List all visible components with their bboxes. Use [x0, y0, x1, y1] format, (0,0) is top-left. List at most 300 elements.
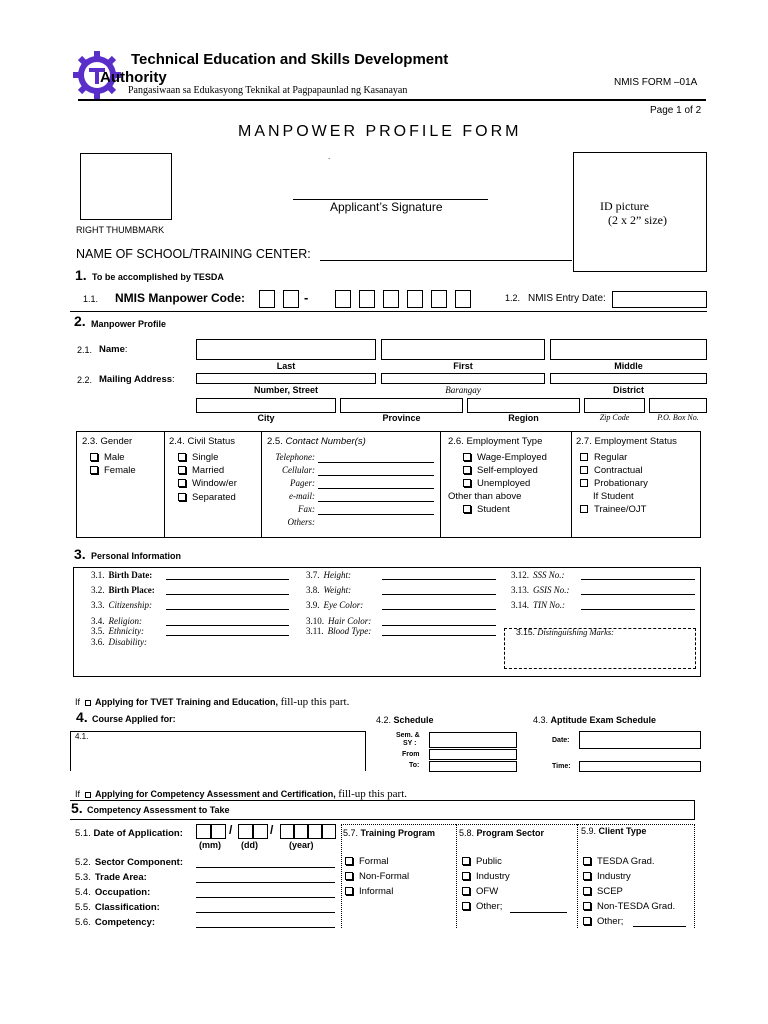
checkbox-icon[interactable] — [463, 453, 471, 461]
course-box[interactable] — [70, 731, 366, 771]
app-date-label — [75, 828, 183, 839]
personal-field-input[interactable] — [382, 609, 496, 610]
contact-field-label: Others: — [287, 517, 315, 527]
client-other[interactable] — [583, 916, 623, 928]
civil-married[interactable] — [178, 465, 224, 477]
civil-title-text: Civil Status — [187, 436, 236, 447]
sec5-field-label: Sector Component: — [94, 857, 183, 868]
personal-field-input[interactable] — [581, 594, 695, 595]
personal-field — [511, 585, 570, 595]
empstatus-if-student: If Student — [593, 491, 634, 502]
checkbox-icon[interactable] — [345, 857, 353, 865]
zip-input[interactable] — [584, 398, 645, 413]
date-year-box[interactable] — [280, 824, 294, 839]
from-input[interactable] — [429, 749, 517, 760]
checkbox-icon[interactable] — [583, 887, 591, 895]
gender-female[interactable] — [90, 465, 136, 477]
client-tesda-grad[interactable] — [583, 856, 655, 868]
personal-field-num: 3.2. — [91, 585, 105, 595]
cap-zip: Zip Code — [599, 413, 630, 422]
cap-district: District — [612, 385, 644, 395]
sec5-field-label: Trade Area: — [94, 872, 147, 883]
name-label-text: Name — [99, 344, 125, 355]
personal-field-num: 3.12. — [511, 570, 529, 580]
sem-sy-input[interactable] — [429, 732, 517, 748]
contact-title-text: Contact Number(s) — [285, 436, 366, 447]
org-tagalog-name: Pangasiwaan sa Edukasyong Teknikal at Pagpapaunlad ng Kasanayan — [128, 85, 408, 96]
region-input[interactable] — [467, 398, 580, 413]
pobox-input[interactable] — [649, 398, 707, 413]
cap-street: Number, Street — [253, 385, 319, 395]
sec5-field-input[interactable] — [196, 912, 335, 913]
contact-field-label: Cellular: — [282, 465, 315, 475]
personal-field-num: 3.7. — [306, 570, 320, 580]
personal-field — [91, 616, 142, 626]
entry-date-label: NMIS Entry Date: — [528, 293, 606, 304]
gender-male-label: Male — [104, 452, 125, 463]
contact-field-input[interactable] — [318, 501, 434, 502]
personal-field-input[interactable] — [166, 594, 289, 595]
program-formal[interactable] — [345, 856, 389, 868]
personal-field-label: TIN No.: — [533, 600, 566, 610]
sector-industry[interactable] — [462, 871, 510, 883]
personal-field-label: Blood Type: — [327, 626, 372, 636]
emptype-student[interactable] — [463, 504, 510, 516]
contact-field-label: Telephone: — [275, 452, 315, 462]
gender-female-label: Female — [104, 465, 136, 476]
contact-field-input[interactable] — [318, 475, 434, 476]
course-sub-num: 4.1. — [75, 732, 89, 741]
empstatus-regular[interactable] — [580, 452, 627, 464]
apt-time-input[interactable] — [579, 761, 701, 772]
date-year-box[interactable] — [294, 824, 308, 839]
personal-field-num: 3.8. — [306, 585, 320, 595]
checkbox-icon[interactable] — [178, 493, 186, 501]
school-label: NAME OF SCHOOL/TRAINING CENTER: — [76, 247, 311, 261]
thumbmark-box — [80, 153, 172, 220]
personal-field-input[interactable] — [166, 625, 289, 626]
form-title: MANPOWER PROFILE FORM — [238, 123, 522, 140]
sector-title-text: Program Sector — [476, 828, 545, 838]
client-industry[interactable] — [583, 871, 631, 883]
personal-field-label: Ethnicity: — [108, 626, 144, 636]
sec1-title: To be accomplished by TESDA — [92, 272, 224, 282]
entry-date-input[interactable] — [612, 291, 707, 308]
empstatus-trainee-label: Trainee/OJT — [594, 504, 647, 515]
sec3-num: 3. — [74, 546, 86, 562]
personal-field-input[interactable] — [166, 635, 289, 636]
personal-field-label: Hair Color: — [328, 616, 372, 626]
checkbox-icon[interactable] — [345, 887, 353, 895]
program-informal-label: Informal — [359, 886, 394, 897]
checkbox-icon[interactable] — [178, 466, 186, 474]
personal-field-num: 3.10. — [306, 616, 324, 626]
page-number: Page 1 of 2 — [650, 105, 702, 116]
comp-suffix: fill-up this part. — [338, 788, 408, 800]
client-title-text: Client Type — [598, 826, 647, 836]
cap-pobox: P.O. Box No. — [657, 413, 699, 422]
grid-div-1 — [164, 431, 165, 538]
checkbox-icon[interactable] — [178, 453, 186, 461]
checkbox-icon[interactable] — [90, 453, 98, 461]
sector-other[interactable] — [462, 901, 502, 913]
sec5-num: 5. — [71, 800, 83, 816]
comp-if: If — [75, 789, 81, 799]
sector-industry-label: Industry — [476, 871, 510, 882]
sec5-field-input[interactable] — [196, 927, 335, 928]
personal-field-label: GSIS No.: — [533, 585, 570, 595]
header-divider — [78, 99, 706, 101]
checkbox-icon[interactable] — [583, 902, 591, 910]
emptype-self[interactable] — [463, 465, 538, 477]
empstatus-regular-label: Regular — [594, 452, 628, 463]
personal-field-num: 3.5. — [91, 626, 105, 636]
app-date-label-text: Date of Application: — [93, 828, 183, 839]
code-digit-box[interactable] — [359, 290, 375, 308]
personal-field-num: 3.13. — [511, 585, 529, 595]
personal-field — [91, 626, 144, 636]
civil-separated-label: Separated — [192, 492, 236, 503]
personal-field-input[interactable] — [382, 625, 496, 626]
personal-field-label: Birth Date: — [108, 570, 153, 580]
sec3-title: Personal Information — [91, 551, 182, 561]
contact-field-label: Fax: — [298, 504, 315, 514]
date-mm-box[interactable] — [196, 824, 211, 839]
cap-middle: Middle — [614, 361, 643, 371]
personal-field-label: Disability: — [108, 637, 147, 647]
code-digit-box[interactable] — [383, 290, 399, 308]
grid-div-4 — [571, 431, 572, 538]
address-label-text: Mailing Address — [99, 374, 173, 385]
client-num: 5.9. — [581, 826, 597, 836]
client-title — [581, 826, 646, 836]
grid-div-2 — [261, 431, 262, 538]
sector-public-label: Public — [476, 856, 502, 867]
personal-field-input[interactable] — [382, 594, 496, 595]
gender-num: 2.3. — [82, 436, 98, 447]
checkbox-icon[interactable] — [462, 887, 470, 895]
address-num: 2.2. — [77, 375, 93, 385]
sec5-field — [75, 902, 160, 913]
sec5-field — [75, 857, 183, 868]
personal-field-label: SSS No.: — [533, 570, 565, 580]
client-non-tesda-label: Non-TESDA Grad. — [597, 901, 676, 912]
sec2-title: Manpower Profile — [91, 319, 167, 329]
sec5-field-label: Occupation: — [94, 887, 151, 898]
school-input[interactable] — [320, 260, 572, 261]
civil-single-label: Single — [192, 452, 219, 463]
empstatus-title-text: Employment Status — [594, 436, 677, 447]
schedule-title-text: Schedule — [393, 715, 434, 725]
personal-field-num: 3.3. — [91, 600, 105, 610]
marks-label — [516, 627, 614, 637]
emptype-unemployed-label: Unemployed — [477, 478, 531, 489]
personal-field-label: Birth Place: — [108, 585, 155, 595]
empstatus-num: 2.7. — [576, 436, 592, 447]
checkbox-icon[interactable] — [463, 505, 471, 513]
sec1-num: 1. — [75, 267, 87, 283]
personal-field-num: 3.9. — [306, 600, 320, 610]
emptype-unemployed[interactable] — [463, 478, 530, 490]
program-title — [343, 828, 435, 838]
thumbmark-label: RIGHT THUMBMARK — [76, 225, 165, 235]
tvet-label: Applying for TVET Training and Education, — [95, 697, 279, 707]
civil-separated[interactable] — [178, 492, 236, 504]
cap-mm: (mm) — [199, 840, 221, 850]
sec1-item2-num: 1.2. — [505, 293, 521, 303]
civil-widow-label: Window/er — [192, 478, 237, 489]
id-picture-size: (2 x 2” size) — [608, 213, 667, 227]
checkbox-icon[interactable] — [583, 872, 591, 880]
dot-mark: . — [328, 152, 331, 161]
emptype-title — [448, 436, 542, 447]
barangay-input[interactable] — [381, 373, 545, 384]
cap-barangay: Barangay — [445, 385, 481, 395]
sec5-field-num: 5.5. — [75, 902, 91, 913]
personal-field-label: Citizenship: — [108, 600, 153, 610]
personal-field-input[interactable] — [581, 609, 695, 610]
sec5-field-input[interactable] — [196, 882, 335, 883]
client-non-tesda[interactable] — [583, 901, 675, 913]
personal-field-input[interactable] — [166, 609, 289, 610]
empstatus-probationary-label: Probationary — [594, 478, 648, 489]
date-year-box[interactable] — [308, 824, 322, 839]
checkbox-icon[interactable] — [580, 479, 588, 487]
checkbox-icon[interactable] — [345, 872, 353, 880]
cap-dd: (dd) — [241, 840, 258, 850]
form-number: NMIS FORM –01A — [614, 77, 698, 88]
date-dd-box[interactable] — [253, 824, 268, 839]
program-nonformal-label: Non-Formal — [359, 871, 410, 882]
personal-field-num: 3.11. — [306, 626, 324, 636]
cap-city: City — [257, 413, 275, 423]
first-name-input[interactable] — [381, 339, 545, 360]
sector-other-input[interactable] — [510, 912, 567, 913]
sec5-field — [75, 917, 155, 928]
checkbox-icon[interactable] — [580, 505, 588, 513]
empstatus-probationary[interactable] — [580, 478, 648, 490]
address-colon: : — [172, 374, 175, 385]
comp-note — [75, 788, 407, 800]
schedule-title — [376, 715, 434, 725]
code-digit-box[interactable] — [455, 290, 471, 308]
personal-field — [91, 570, 152, 580]
app-date-num: 5.1. — [75, 828, 91, 839]
contact-field-input[interactable] — [318, 488, 434, 489]
checkbox-icon[interactable] — [462, 902, 470, 910]
checkbox-icon[interactable] — [90, 466, 98, 474]
emptype-wage-label: Wage-Employed — [477, 452, 547, 463]
checkbox-icon[interactable] — [462, 872, 470, 880]
manpower-code-label: NMIS Manpower Code: — [115, 291, 246, 305]
program-num: 5.7. — [343, 828, 359, 838]
civil-single[interactable] — [178, 452, 218, 464]
emptype-num: 2.6. — [448, 436, 464, 447]
sector-other-label: Other; — [476, 901, 503, 912]
checkbox-icon[interactable] — [85, 700, 91, 706]
client-tesda-grad-label: TESDA Grad. — [597, 856, 655, 867]
emptype-title-text: Employment Type — [466, 436, 543, 447]
date-slash-2: / — [270, 823, 274, 837]
civil-num: 2.4. — [169, 436, 185, 447]
personal-field-label: Religion: — [108, 616, 142, 626]
personal-field-input[interactable] — [166, 579, 289, 580]
tvet-note — [75, 696, 349, 708]
sec5-field-input[interactable] — [196, 867, 335, 868]
last-name-input[interactable] — [196, 339, 376, 360]
emptype-wage[interactable] — [463, 452, 547, 464]
program-informal[interactable] — [345, 886, 393, 898]
checkbox-icon[interactable] — [85, 792, 91, 798]
personal-field-num: 3.4. — [91, 616, 105, 626]
name-label — [99, 344, 128, 355]
personal-field — [306, 626, 371, 636]
checkbox-icon[interactable] — [583, 917, 591, 925]
sec4-num: 4. — [76, 709, 88, 725]
sec5-field — [75, 887, 150, 898]
sec5-field-num: 5.2. — [75, 857, 91, 868]
client-scep[interactable] — [583, 886, 623, 898]
sector-ofw-label: OFW — [476, 886, 499, 897]
aptitude-title — [533, 715, 656, 725]
sec5-field-num: 5.3. — [75, 872, 91, 883]
name-num: 2.1. — [77, 345, 93, 355]
middle-name-input[interactable] — [550, 339, 707, 360]
personal-field — [306, 600, 363, 610]
client-other-label: Other; — [597, 916, 624, 927]
civil-married-label: Married — [192, 465, 225, 476]
personal-field-num: 3.6. — [91, 637, 105, 647]
contact-num: 2.5. — [267, 436, 283, 447]
personal-field — [306, 570, 351, 580]
contact-title — [267, 436, 366, 447]
client-other-input[interactable] — [633, 926, 686, 927]
personal-field-label: Height: — [323, 570, 351, 580]
empstatus-contractual[interactable] — [580, 465, 643, 477]
comp-label: Applying for Competency Assessment and Certification, — [95, 789, 336, 799]
empstatus-contractual-label: Contractual — [594, 465, 643, 476]
tvet-suffix: fill-up this part. — [280, 696, 350, 708]
personal-field — [306, 616, 371, 626]
apt-date-input[interactable] — [579, 731, 701, 749]
checkbox-icon[interactable] — [463, 479, 471, 487]
from-label: From — [402, 751, 420, 758]
sec5-field-label: Classification: — [94, 902, 160, 913]
checkbox-icon[interactable] — [463, 466, 471, 474]
sec5-field-num: 5.6. — [75, 917, 91, 928]
schedule-num: 4.2. — [376, 715, 392, 725]
date-dd-box[interactable] — [238, 824, 253, 839]
program-formal-label: Formal — [359, 856, 389, 867]
gender-title — [82, 436, 132, 447]
personal-field — [91, 600, 152, 610]
to-label: To: — [409, 762, 420, 769]
code-digit-box[interactable] — [259, 290, 275, 308]
checkbox-icon[interactable] — [580, 466, 588, 474]
street-input[interactable] — [196, 373, 376, 384]
grid-div-3 — [440, 431, 441, 538]
contact-field-input[interactable] — [318, 462, 434, 463]
marks-num: 3.15. — [516, 627, 535, 637]
sec4-title: Course Applied for: — [92, 714, 176, 724]
gender-title-text: Gender — [100, 436, 133, 447]
date-year-box[interactable] — [322, 824, 336, 839]
aptitude-num: 4.3. — [533, 715, 549, 725]
empstatus-trainee[interactable] — [580, 504, 646, 516]
code-digit-box[interactable] — [407, 290, 423, 308]
contact-field-label: e-mail: — [289, 491, 315, 501]
gender-male[interactable] — [90, 452, 125, 464]
signature-label: Applicant’s Signature — [330, 200, 443, 214]
sec5-field — [75, 872, 147, 883]
city-input[interactable] — [196, 398, 336, 413]
date-slash-1: / — [229, 823, 233, 837]
empstatus-title — [576, 436, 677, 447]
id-picture-label: ID picture — [600, 199, 649, 213]
to-input[interactable] — [429, 761, 517, 772]
cap-year: (year) — [289, 840, 314, 850]
checkbox-icon[interactable] — [583, 857, 591, 865]
marks-label-text: Distinguishing Marks: — [537, 627, 615, 637]
sec1-item1-num: 1.1. — [83, 294, 99, 304]
sec5-title: Competency Assessment to Take — [87, 805, 230, 815]
province-input[interactable] — [340, 398, 463, 413]
personal-field — [91, 585, 155, 595]
emptype-self-label: Self-employed — [477, 465, 538, 476]
checkbox-icon[interactable] — [580, 453, 588, 461]
emptype-student-label: Student — [477, 504, 510, 515]
org-name-line2: Authority — [100, 69, 167, 86]
sector-public[interactable] — [462, 856, 502, 868]
district-input[interactable] — [550, 373, 707, 384]
personal-field-input[interactable] — [581, 579, 695, 580]
sec2-num: 2. — [74, 313, 86, 329]
name-colon: : — [124, 344, 128, 355]
cap-region: Region — [508, 413, 539, 423]
aptitude-title-text: Aptitude Exam Schedule — [550, 715, 657, 725]
personal-field-label: Weight: — [323, 585, 352, 595]
sector-ofw[interactable] — [462, 886, 498, 898]
code-digit-box[interactable] — [335, 290, 351, 308]
cap-last: Last — [276, 361, 296, 371]
code-dash: - — [304, 290, 309, 305]
sector-title — [459, 828, 544, 838]
apt-time-label: Time: — [552, 763, 571, 770]
client-industry-label: Industry — [597, 871, 631, 882]
org-name-line1: Technical Education and Skills Development — [131, 51, 449, 68]
code-digit-box[interactable] — [431, 290, 447, 308]
client-scep-label: SCEP — [597, 886, 623, 897]
tvet-if: If — [75, 697, 81, 707]
sem-label: Sem. & — [396, 732, 420, 739]
personal-field-input[interactable] — [382, 635, 496, 636]
program-nonformal[interactable] — [345, 871, 409, 883]
civil-widow[interactable] — [178, 478, 237, 490]
contact-field-input[interactable] — [318, 514, 434, 515]
sec5-field-label: Competency: — [94, 917, 156, 928]
date-mm-box[interactable] — [211, 824, 226, 839]
sy-label: SY : — [403, 740, 417, 747]
personal-field — [511, 600, 565, 610]
personal-field-input[interactable] — [382, 579, 496, 580]
civil-title — [169, 436, 235, 447]
checkbox-icon[interactable] — [462, 857, 470, 865]
sec5-field-input[interactable] — [196, 897, 335, 898]
code-digit-box[interactable] — [283, 290, 299, 308]
personal-field — [91, 637, 147, 647]
personal-field — [306, 585, 351, 595]
checkbox-icon[interactable] — [178, 479, 186, 487]
